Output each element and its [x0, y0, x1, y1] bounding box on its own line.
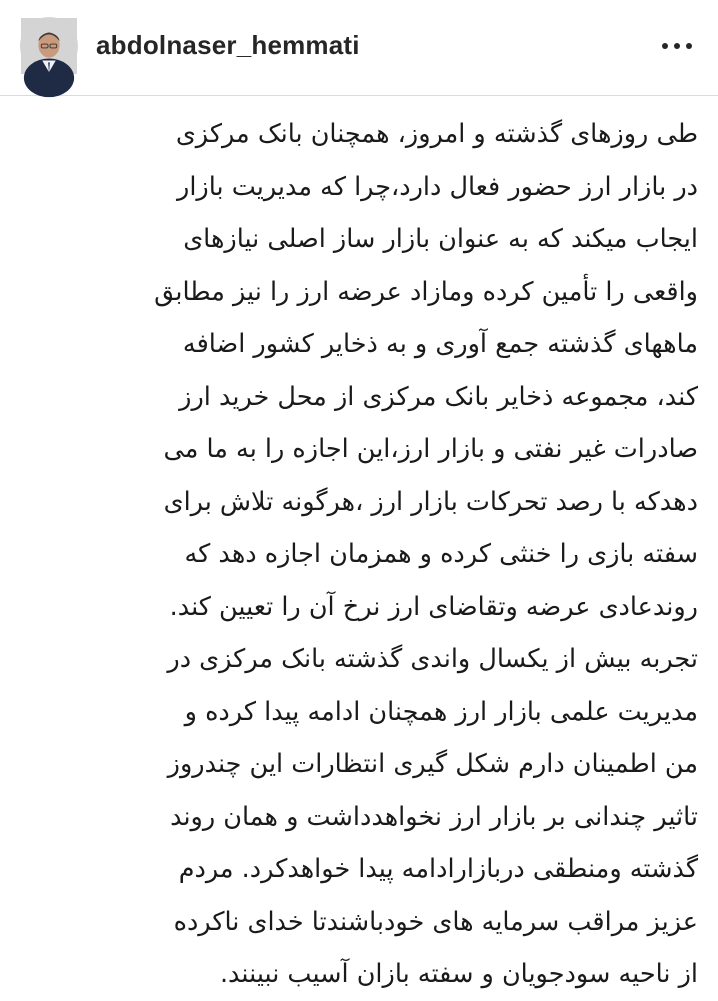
caption-line: کند، مجموعه ذخایر بانک مرکزی از محل خرید ارز [179, 381, 698, 412]
caption-line: ماههای گذشته جمع آوری و به ذخایر کشور اضافه [182, 329, 698, 359]
caption-line: روندعادی عرضه وتقاضای ارز نرخ آن را تعیین کند. [169, 591, 698, 622]
profile-avatar[interactable] [20, 17, 78, 75]
more-horizontal-icon[interactable] [655, 28, 699, 64]
caption-line: تاثیر چندانی بر بازار ارز نخواهدداشت و همان روند [170, 801, 698, 832]
caption-line: طی روزهای گذشته و امروز، همچنان بانک مرکزی [175, 119, 698, 149]
caption-line: تجربه بیش از یکسال واندی گذشته بانک مرکزی در [167, 644, 698, 674]
caption-line: دهدکه با رصد تحرکات بازار ارز ،هرگونه تلاش برای [163, 486, 698, 517]
more-dot [662, 43, 668, 49]
more-dot [674, 43, 680, 49]
caption-line: واقعی را تأمین کرده ومازاد عرضه ارز را نیز مطابق [154, 276, 698, 307]
caption-line: من اطمینان دارم شکل گیری انتظارات این چندروز [167, 749, 698, 779]
caption-line: صادرات غیر نفتی و بازار ارز،این اجازه را به ما می [163, 434, 698, 464]
caption-line: ایجاب میکند که به عنوان بازار ساز اصلی نیازهای [183, 224, 698, 254]
caption-line: در بازار ارز حضور فعال دارد،چرا که مدیریت بازار [177, 171, 698, 202]
username[interactable]: abdolnaser_hemmati [96, 30, 360, 60]
more-dot [686, 43, 692, 49]
avatar-portrait-icon [21, 18, 77, 74]
caption-line: سفته بازی را خنثی کرده و همزمان اجازه دهد که [184, 539, 698, 569]
caption-line: گذشته ومنطقی دربازارادامه پیدا خواهدکرد. مردم [178, 854, 698, 884]
caption-line: مدیریت علمی بازار ارز همچنان ادامه پیدا کرده و [184, 696, 698, 727]
post-caption [30, 108, 698, 989]
caption-line: عزیز مراقب سرمایه های خودباشندتا خدای ناکرده [173, 906, 698, 937]
caption-line: از ناحیه سودجویان و سفته بازان آسیب نبینند. [219, 959, 698, 989]
post-header [0, 0, 718, 96]
